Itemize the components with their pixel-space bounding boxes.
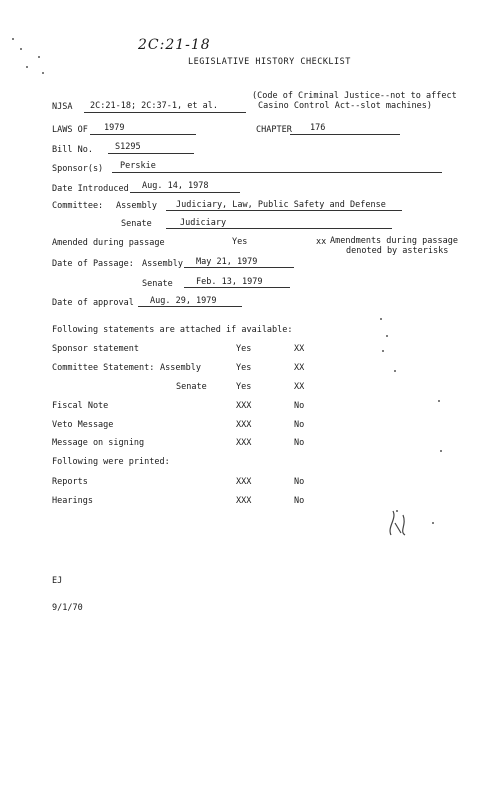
item-yes: Yes	[236, 344, 252, 354]
printed-item-no: No	[294, 496, 305, 506]
item-no: XX	[294, 363, 305, 373]
printed-item-label: Reports	[52, 477, 88, 487]
scan-speck	[38, 56, 40, 58]
laws-of-value: 1979	[104, 123, 125, 133]
sponsor-label: Sponsor(s)	[52, 164, 104, 174]
chapter-underline	[290, 134, 400, 135]
committee-label: Committee:	[52, 201, 104, 211]
committee-assembly-value: Judiciary, Law, Public Safety and Defense	[176, 200, 386, 210]
item-no: XX	[294, 344, 305, 354]
committee-senate-underline	[166, 228, 392, 229]
date-introduced-value: Aug. 14, 1978	[142, 181, 209, 191]
committee-senate-value: Judiciary	[180, 218, 227, 228]
passage-senate-underline	[184, 287, 290, 288]
passage-senate-label: Senate	[142, 279, 173, 289]
committee-assembly-underline	[166, 210, 402, 211]
njsa-value: 2C:21-18; 2C:37-1, et al.	[90, 101, 218, 111]
note-line-2: Casino Control Act--slot machines)	[258, 101, 432, 111]
bill-no-value: S1295	[115, 142, 141, 152]
committee-senate-label: Senate	[121, 219, 152, 229]
printed-item-yes: XXX	[236, 477, 252, 487]
printed-item-label: Hearings	[52, 496, 93, 506]
chapter-label: CHAPTER	[256, 125, 292, 135]
amended-mark: xx	[316, 237, 327, 247]
scan-speck	[440, 450, 442, 452]
item-yes: XXX	[236, 420, 252, 430]
bill-no-underline	[108, 153, 194, 154]
item-no: No	[294, 438, 305, 448]
printed-item-yes: XXX	[236, 496, 252, 506]
note-line-1: (Code of Criminal Justice--not to affect	[252, 91, 457, 101]
item-label: Fiscal Note	[52, 401, 109, 411]
bill-no-label: Bill No.	[52, 145, 93, 155]
laws-of-underline	[90, 134, 196, 135]
laws-of-label: LAWS OF	[52, 125, 88, 135]
amended-note-line-1: Amendments during passage	[330, 236, 458, 246]
item-yes: Yes	[236, 363, 252, 373]
passage-assembly-underline	[184, 267, 294, 268]
statements-heading: Following statements are attached if available:	[52, 325, 293, 335]
initials: EJ	[52, 576, 63, 586]
approval-label: Date of approval	[52, 298, 134, 308]
printed-item-no: No	[294, 477, 305, 487]
scan-speck	[432, 522, 434, 524]
passage-assembly-value: May 21, 1979	[196, 257, 258, 267]
item-no: No	[294, 401, 305, 411]
amended-value: Yes	[232, 237, 248, 247]
passage-label: Date of Passage:	[52, 259, 134, 269]
scan-speck	[26, 66, 28, 68]
footer-date: 9/1/70	[52, 603, 83, 613]
handwritten-number: 2C:21-18	[138, 37, 211, 53]
passage-senate-value: Feb. 13, 1979	[196, 277, 263, 287]
item-yes: XXX	[236, 401, 252, 411]
item-label: Message on signing	[52, 438, 145, 448]
margin-scribble	[385, 505, 425, 540]
item-sub: Senate	[176, 382, 207, 392]
njsa-underline	[84, 112, 246, 113]
scan-speck	[386, 335, 388, 337]
scan-speck	[382, 350, 384, 352]
sponsor-value: Perskie	[120, 161, 156, 171]
chapter-value: 176	[310, 123, 326, 133]
item-no: XX	[294, 382, 305, 392]
page-title: LEGISLATIVE HISTORY CHECKLIST	[188, 57, 351, 67]
scan-speck	[438, 400, 440, 402]
scan-speck	[12, 38, 14, 40]
item-no: No	[294, 420, 305, 430]
item-yes: XXX	[236, 438, 252, 448]
item-label: Veto Message	[52, 420, 114, 430]
item-label: Sponsor statement	[52, 344, 139, 354]
item-yes: Yes	[236, 382, 252, 392]
amended-label: Amended during passage	[52, 238, 165, 248]
printed-heading: Following were printed:	[52, 457, 170, 467]
approval-underline	[138, 306, 242, 307]
scan-speck	[42, 72, 44, 74]
sponsor-underline	[112, 172, 442, 173]
approval-value: Aug. 29, 1979	[150, 296, 217, 306]
amended-note-line-2: denoted by asterisks	[346, 246, 449, 256]
scan-speck	[380, 318, 382, 320]
item-sub: Assembly	[160, 363, 201, 373]
committee-assembly-label: Assembly	[116, 201, 157, 211]
date-introduced-underline	[130, 192, 240, 193]
njsa-label: NJSA	[52, 102, 73, 112]
passage-assembly-label: Assembly	[142, 259, 183, 269]
date-introduced-label: Date Introduced	[52, 184, 129, 194]
scan-speck	[20, 48, 22, 50]
item-label: Committee Statement:	[52, 363, 155, 373]
scan-speck	[394, 370, 396, 372]
